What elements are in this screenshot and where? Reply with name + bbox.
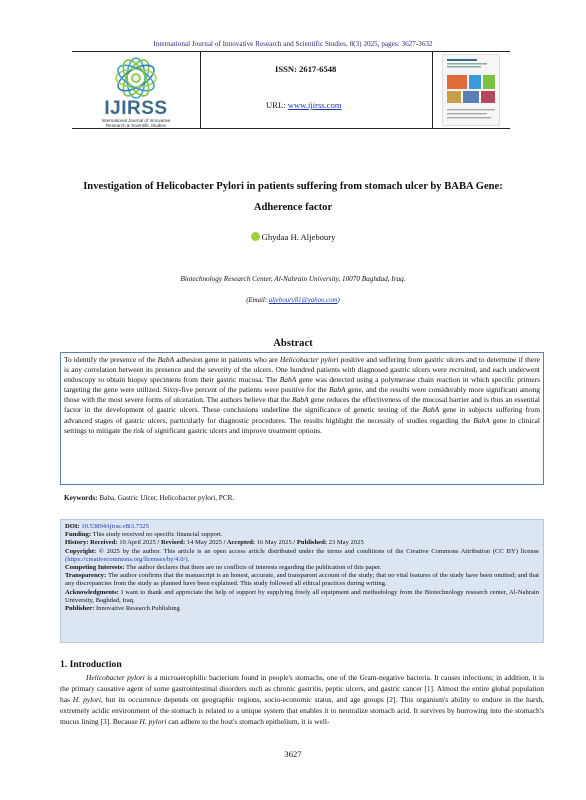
abstract-gene-name: BabA: [328, 385, 346, 395]
species-name: H. pylori: [139, 716, 167, 726]
logo-wordmark: IJIRSS: [104, 98, 168, 119]
logo-subtitle-line-1: International Journal of Innovative: [101, 118, 171, 123]
transparency-label: Transparency:: [65, 572, 108, 580]
introduction-heading: 1. Introduction: [60, 659, 122, 670]
abstract-box: [60, 352, 544, 485]
email-suffix: ): [337, 297, 340, 304]
funding-label: Funding:: [65, 531, 93, 539]
ack-text: I want to thank and appreciate the help of support by supplying freely all equipment and methodology from the Biotechnology research center, Al-Nahrain University, Baghdad, Iraq.: [65, 588, 540, 604]
history-line: [65, 539, 539, 547]
doi-link[interactable]: 10.53894/ijirss.v8i3.7325: [81, 523, 149, 530]
competing-text: The author declares that there are no conflicts of interests regarding the publication of this paper.: [126, 564, 382, 572]
introduction-body: [60, 673, 544, 728]
issn: ISSN: 2617-6548: [275, 64, 337, 74]
url-label: URL:: [266, 100, 288, 110]
competing-interests-line: [65, 564, 539, 572]
abstract-gene-name: BabA: [422, 405, 440, 415]
published-date: 23 May 2025: [328, 539, 364, 547]
article-info-box: [60, 519, 544, 643]
keywords: [64, 494, 234, 502]
copyright-line: [65, 548, 539, 564]
species-name: H. pylori: [72, 694, 101, 704]
abstract-text: adhesion gene in patients who are: [174, 355, 280, 364]
revised-label: / Revised:: [155, 539, 187, 547]
abstract-text: gene reduces the effectiveness of the mucosal barrier and is thus an essential factor in the development of gastric ulcers. These conclusions underline the significance of genetic testing of the: [64, 395, 540, 415]
received-date: 10 April 2025: [119, 539, 156, 547]
accepted-label: / Accepted:: [221, 539, 257, 547]
transparency-line: [65, 572, 539, 588]
abstract-text: positive and suffering from gastric ulcers and to determine if there is any correlation between its presence and the severity of the ulcers. One hundred patients with diagnosed gastric ulcers were recruited, and each underwent endoscopy to obtain biopsy specimens from their gastric mucosa. The: [64, 355, 540, 385]
acknowledgments-line: [65, 589, 539, 605]
email-link[interactable]: aljeboury81@yahoo.com: [268, 297, 338, 304]
intro-text: , but its occurrence depends on geographic regions, socio-economic status, and age groups [2]. This organism's ability to endure in the harsh, extremely acidic environment of the stomach is related to a unique system that enables it to neutralize stomach acid. It survives by burrowing into the stomach's mucus lining [3]. Because: [60, 694, 544, 726]
introduction-paragraph: [60, 673, 544, 728]
cover-image-icon: [443, 55, 499, 125]
orcid-icon[interactable]: [251, 232, 260, 241]
header-divider-right: [432, 52, 433, 128]
revised-date: 14 May 2025: [186, 539, 222, 547]
species-name: Helicobacter pylori: [86, 673, 145, 682]
author-name: Ghydaa H. Aljeboury: [261, 232, 336, 242]
intro-text: can adhere to the host's stomach epithelium, it is well-: [166, 716, 330, 726]
abstract-text: gene was detected using a polymerase chain reaction in which specific primers targeting the gene were utilized. Sixty-five percent of the patients were positive for the: [64, 375, 541, 395]
abstract-species-name: Helicobacter pylori: [279, 355, 339, 364]
publisher-line: [65, 605, 539, 613]
copyright-text: © 2025 by the author. This article is an open access article distributed under the terms and conditions of the Creative Commons Attribution (CC BY) license: [98, 547, 539, 555]
abstract-gene-name: BabA: [157, 355, 175, 364]
abstract-text: gene in clinical settings to mitigate the risk of significant gastric ulcers and improve treatment options.: [64, 415, 540, 435]
abstract-gene-name: BabA: [473, 415, 490, 425]
license-link[interactable]: (https://creativecommons.org/licenses/by/4.0/): [65, 555, 188, 563]
logo-subtitle-line-2: Research & Scientific Studies: [105, 123, 167, 129]
header-top-rule: [72, 51, 510, 52]
abstract-heading: Abstract: [273, 338, 313, 349]
doi-label: DOI:: [65, 523, 82, 530]
abstract-text: gene in subjects suffering from advanced stages of gastric ulcers, particularly for diagnostic procedures. The results highlight the necessity of studies regarding the: [64, 405, 540, 425]
url-link[interactable]: www.ijirss.com: [287, 100, 342, 110]
keywords-value: Baba, Gastric Ulcer, Helicobacter pylori, PCR.: [99, 494, 235, 502]
published-label: / Published:: [291, 539, 329, 547]
author-line: [0, 232, 586, 242]
logo-emblem-icon: [86, 54, 186, 100]
header-divider-left: [200, 52, 201, 128]
email-prefix: (Email:: [246, 297, 269, 304]
transparency-text: The author confirms that the manuscript is an honest, accurate, and transparent account of the study; that no vital features of the study have been omitted; and that any discrepancies from the study as planned have been explained. This study followed all ethical practices during writing.: [65, 572, 539, 588]
keywords-label: Keywords:: [64, 494, 100, 502]
accepted-date: 16 May 2025: [256, 539, 292, 547]
abstract-gene-name: BabA: [291, 395, 309, 405]
page-number: 3627: [284, 749, 302, 759]
article-title: [60, 176, 526, 218]
publisher-label: Publisher:: [65, 605, 96, 613]
journal-url: [266, 100, 342, 110]
copyright-end: .: [187, 555, 190, 563]
funding-line: [65, 531, 539, 539]
title-line-1: Investigation of Helicobacter Pylori in patients suffering from stomach ulcer by BABA Gene:: [83, 181, 503, 192]
journal-cover-thumbnail: [442, 54, 500, 126]
abstract-text: gene, and the results were considerably more significant among those with the most severe forms of ulceration. The authors believe that the: [64, 385, 540, 405]
journal-logo: [86, 54, 188, 129]
publisher-text: Innovative Research Publishing: [95, 605, 180, 613]
copyright-label: Copyright:: [65, 547, 99, 555]
header-bottom-rule: [72, 128, 510, 129]
intro-text: is a microaerophilic bacterium found in people's stomachs, one of the Gram-negative bacteria. It causes infections; in addition, it is the primary causative agent of some gastrointestinal disorders such as chronic gastritis, peptic ulcers, and gastric cancer [1]. Almost the entire global population has: [60, 673, 545, 704]
title-line-2: Adherence factor: [253, 202, 333, 213]
funding-text: This study received no specific financial support.: [92, 531, 223, 539]
affiliation: Biotechnology Research Center, Al-Nahrain University, 10070 Baghdad, Iraq.: [180, 275, 406, 283]
abstract-text: To identify the presence of the: [64, 355, 158, 364]
ack-label: Acknowledgments:: [65, 588, 121, 596]
author-email: [0, 297, 586, 304]
doi-line: [65, 523, 539, 531]
competing-label: Competing Interests:: [65, 564, 127, 572]
running-head: International Journal of Innovative Research and Scientific Studies, 8(3) 2025, pages: 3627-3632: [153, 40, 433, 48]
history-label: History: Received:: [65, 539, 120, 547]
abstract-gene-name: BabA: [279, 375, 297, 385]
